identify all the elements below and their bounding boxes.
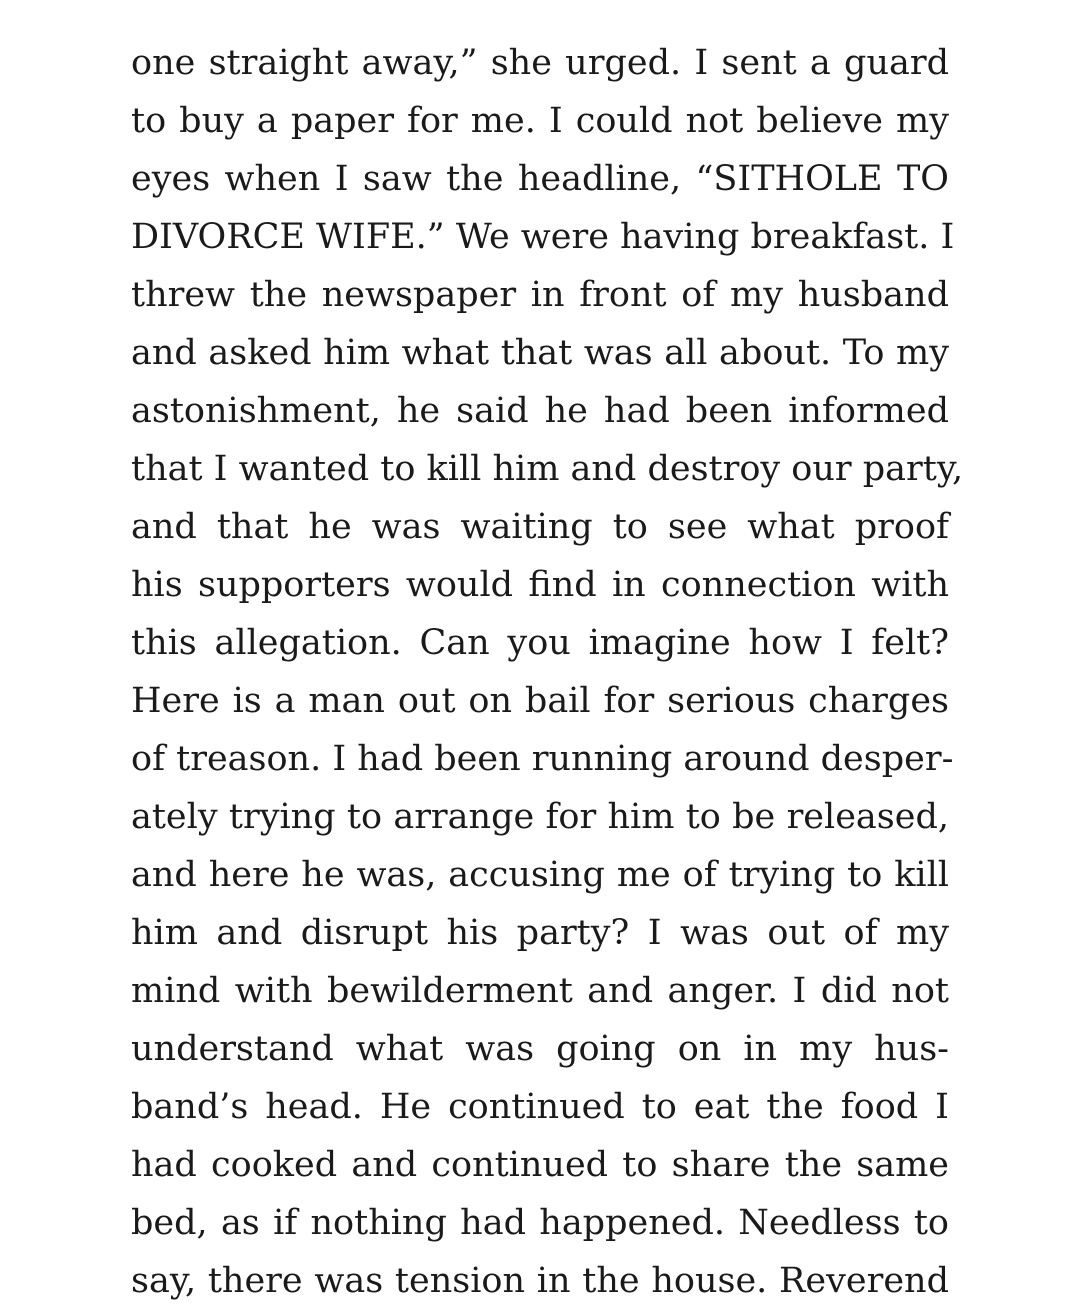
text-line: bed, as if nothing had happened. Needless to [131,1203,949,1243]
text-line: eyes when I saw the headline, “SITHOLE TO [131,159,949,199]
text-line: his supporters would find in connection with [131,565,949,605]
text-line: that I wanted to kill him and destroy our party, [131,449,964,489]
text-line: astonishment, he said he had been informed [131,391,949,431]
text-line: say, there was tension in the house. Reverend [131,1261,949,1301]
text-line: one straight away,” she urged. I sent a guard [131,43,949,83]
text-line: and here he was, accusing me of trying to kill [131,855,949,895]
text-line: of treason. I had been running around desper- [131,739,954,779]
text-line: him and disrupt his party? I was out of my [131,913,949,953]
body-text [131,38,964,1314]
text-line: ately trying to arrange for him to be released, [131,797,949,837]
text-line: band’s head. He continued to eat the food I [131,1087,949,1127]
text-line: to buy a paper for me. I could not believe my [131,101,949,141]
text-line: and that he was waiting to see what proof [131,507,949,547]
text-line: had cooked and continued to share the same [131,1145,949,1185]
text-line: this allegation. Can you imagine how I felt? [131,623,949,663]
text-line: threw the newspaper in front of my husband [131,275,949,315]
text-line: Here is a man out on bail for serious charges [131,681,949,721]
text-line: and asked him what that was all about. To my [131,333,949,373]
text-line: DIVORCE WIFE.” We were having breakfast. I [131,217,955,257]
text-line: understand what was going on in my hus- [131,1029,949,1069]
text-line: mind with bewilderment and anger. I did not [131,971,949,1011]
